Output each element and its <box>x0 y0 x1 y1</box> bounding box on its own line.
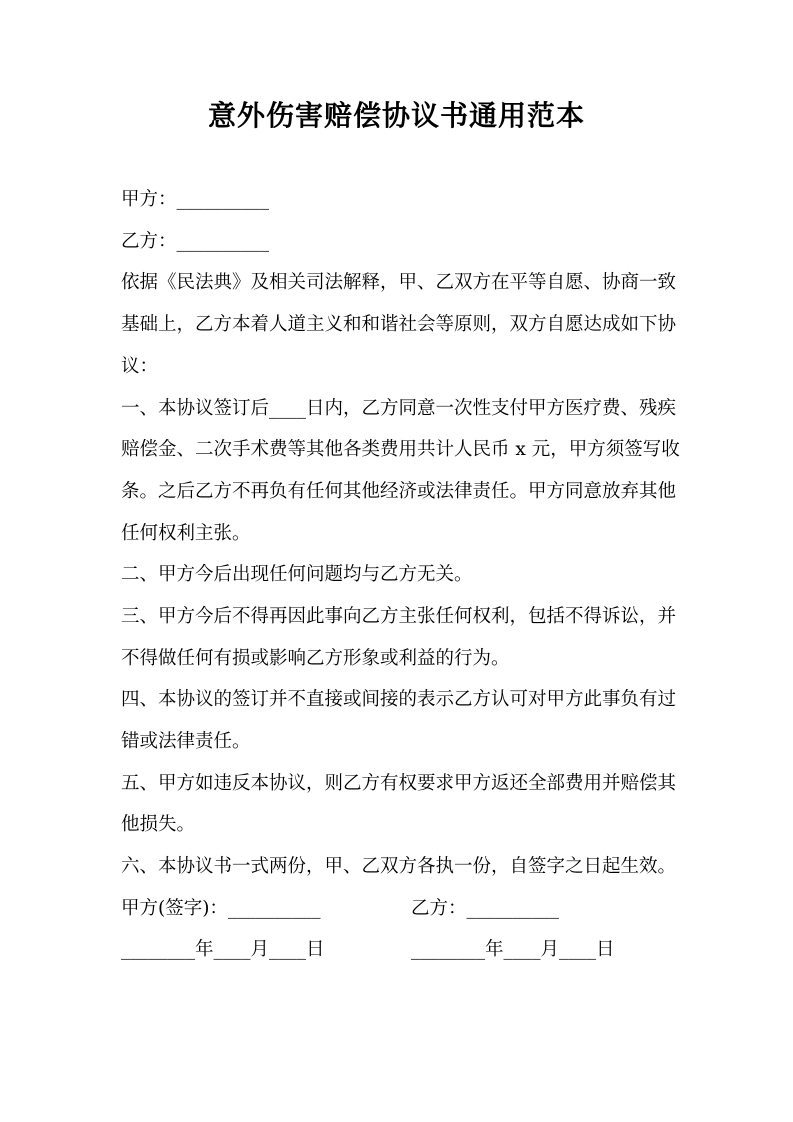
date-left-day: 日 <box>306 939 325 960</box>
clause-1-text-a: 一、本协议签订后 <box>121 398 270 419</box>
preamble-line-3: 议： <box>121 356 159 377</box>
clause-1-line-2: 赔偿金、二次手术费等其他各类费用共计人民币 x 元，甲方须签写收 <box>121 439 680 460</box>
date-right-year-blank: ________ <box>411 939 485 960</box>
date-left <box>121 936 401 964</box>
clause-3-line-1: 三、甲方今后不得再因此事向乙方主张任何权利，包括不得诉讼，并 <box>121 606 677 627</box>
signature-left <box>121 895 401 923</box>
party-b-blank: __________ <box>176 231 270 252</box>
signature-left-label: 甲方(签字)： <box>121 898 228 919</box>
party-b-line <box>121 228 681 256</box>
clause-5-line-2: 他损失。 <box>121 814 196 835</box>
party-a-line <box>121 186 681 214</box>
date-left-month-blank: ____ <box>213 939 251 960</box>
clause-5-line-1: 五、甲方如违反本协议，则乙方有权要求甲方返还全部费用并赔偿其 <box>121 773 677 794</box>
clause-1-line-3: 条。之后乙方不再负有任何其他经济或法律责任。甲方同意放弃其他 <box>121 481 677 502</box>
date-left-year-blank: ________ <box>121 939 195 960</box>
preamble-line-1: 依据《民法典》及相关司法解释，甲、乙双方在平等自愿、协商一致 <box>121 272 677 293</box>
signature-right <box>411 895 559 923</box>
date-right-year: 年 <box>485 939 504 960</box>
date-right-month-blank: ____ <box>503 939 541 960</box>
signature-right-blank: __________ <box>466 898 560 919</box>
clause-1-days-blank: ____ <box>269 398 307 419</box>
party-b-label: 乙方： <box>121 231 177 252</box>
clause-1-line-4: 任何权利主张。 <box>121 523 251 544</box>
clause-3-line-2: 不得做任何有损或影响乙方形象或利益的行为。 <box>121 648 510 669</box>
date-left-year: 年 <box>195 939 214 960</box>
clause-1-text-b: 日内，乙方同意一次性支付甲方医疗费、残疾 <box>306 398 677 419</box>
date-right-month: 月 <box>540 939 560 960</box>
signature-right-label: 乙方： <box>411 898 467 919</box>
date-right-day-blank: ____ <box>559 939 597 960</box>
date-left-month: 月 <box>250 939 270 960</box>
preamble-line-2: 基础上，乙方本着人道主义和和谐社会等原则，双方自愿达成如下协 <box>121 314 677 335</box>
clause-6: 六、本协议书一式两份，甲、乙双方各执一份，自签字之日起生效。 <box>121 856 677 877</box>
clause-4-line-1: 四、本协议的签订并不直接或间接的表示乙方认可对甲方此事负有过 <box>121 689 677 710</box>
date-right-day: 日 <box>596 939 615 960</box>
party-a-blank: __________ <box>176 189 270 210</box>
date-right <box>411 936 615 964</box>
date-left-day-blank: ____ <box>269 939 307 960</box>
clause-4-line-2: 错或法律责任。 <box>121 731 251 752</box>
signature-left-blank: __________ <box>227 898 321 919</box>
party-a-label: 甲方： <box>121 189 177 210</box>
document-title: 意外伤害赔偿协议书通用范本 <box>207 99 585 132</box>
clause-2: 二、甲方今后出现任何问题均与乙方无关。 <box>121 564 473 585</box>
clause-1-line-1 <box>121 395 681 423</box>
